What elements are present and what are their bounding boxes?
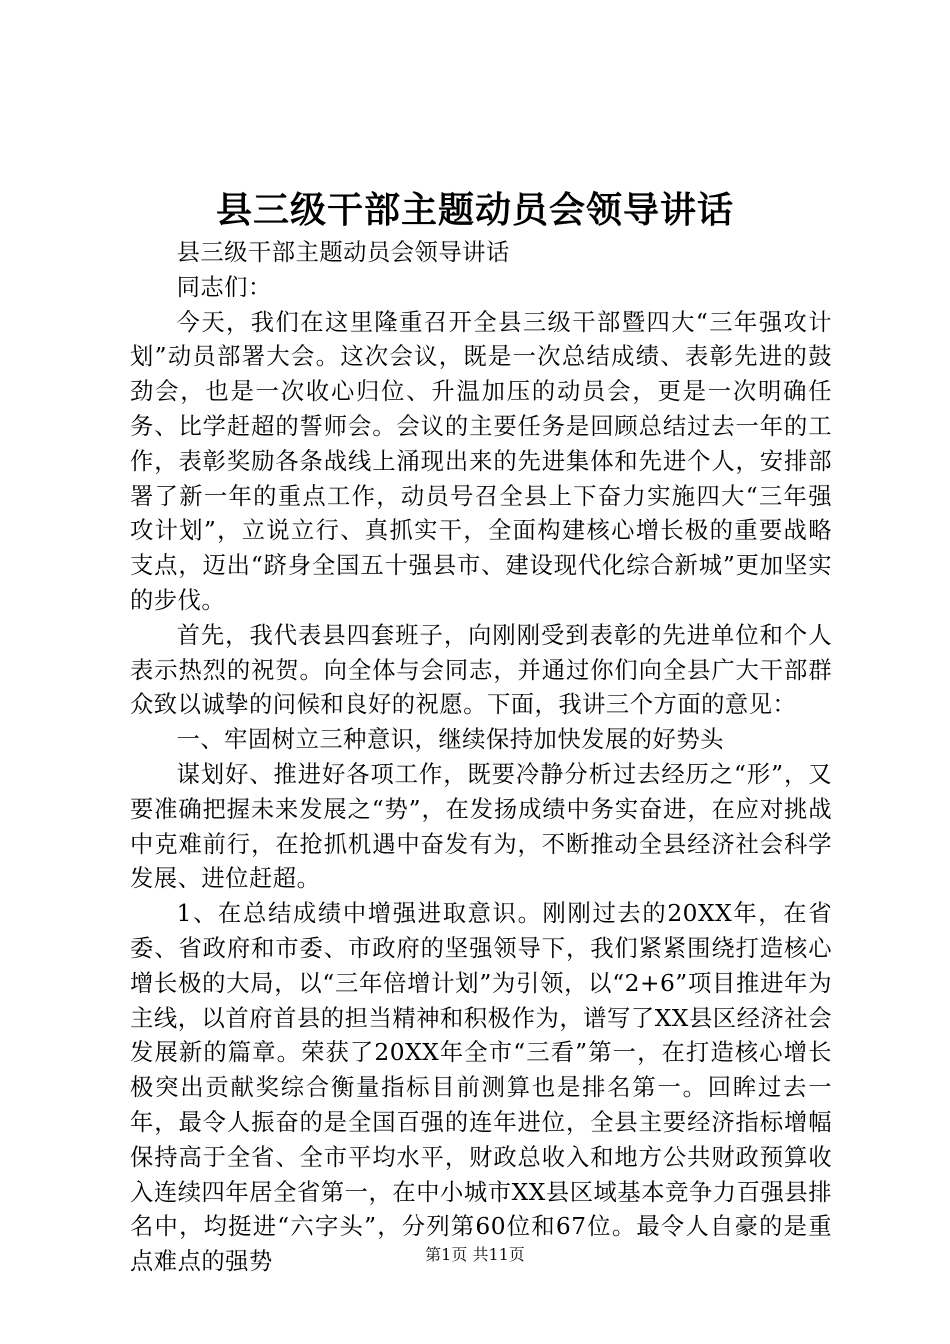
body-paragraph: 1、在总结成绩中增强进取意识。刚刚过去的20XX年，在省委、省政府和市委、市政府的坚强领导下，我们紧紧围绕打造核心增长极的大局，以“三年倍增计划”为引领，以“2+6”项目推进年为主线，以首府首县的担当精神和积极作为，谱写了XX县区经济社会发展新的篇章。荣获了20XX年全市“三看”第一，在打造核心增长极突出贡献奖综合衡量指标目前测算也是排名第一。回眸过去一年，最令人振奋的是全国百强的连年进位，全县主要经济指标增幅保持高于全省、全市平均水平，财政总收入和地方公共财政预算收入连续四年居全省第一，在中小城市XX县区域基本竞争力百强县排名中，均挺进“六字头”，分列第60位和67位。最令人自豪的是重点难点的强势 — [130, 900, 832, 1276]
document-title: 县三级干部主题动员会领导讲话 — [215, 189, 734, 231]
document-body — [130, 236, 832, 1280]
subtitle-paragraph: 县三级干部主题动员会领导讲话 — [176, 239, 510, 266]
body-paragraph: 谋划好、推进好各项工作，既要冷静分析过去经历之“形”，又要准确把握未来发展之“势”，在发扬成绩中务实奋进，在应对挑战中克难前行，在抢抓机遇中奋发有为，不断推动全县经济社会科学发展、进位赶超。 — [130, 760, 832, 893]
body-paragraph: 首先，我代表县四套班子，向刚刚受到表彰的先进单位和个人表示热烈的祝贺。向全体与会同志，并通过你们向全县广大干部群众致以诚挚的问候和良好的祝愿。下面，我讲三个方面的意见： — [130, 621, 832, 719]
page-footer: 第1页 共11页 — [425, 1245, 525, 1264]
salutation-paragraph: 同志们： — [176, 273, 272, 301]
section-heading: 一、牢固树立三种意识，继续保持加快发展的好势头 — [176, 726, 724, 754]
body-paragraph: 今天，我们在这里隆重召开全县三级干部暨四大“三年强攻计划”动员部署大会。这次会议，既是一次总结成绩、表彰先进的鼓劲会，也是一次收心归位、升温加压的动员会，更是一次明确任务、比学赶超的誓师会。会议的主要任务是回顾总结过去一年的工作，表彰奖励各条战线上涌现出来的先进集体和先进个人，安排部署了新一年的重点工作，动员号召全县上下奋力实施四大“三年强攻计划”，立说立行、真抓实干，全面构建核心增长极的重要战略支点，迈出“跻身全国五十强县市、建设现代化综合新城”更加坚实的步伐。 — [130, 308, 832, 614]
